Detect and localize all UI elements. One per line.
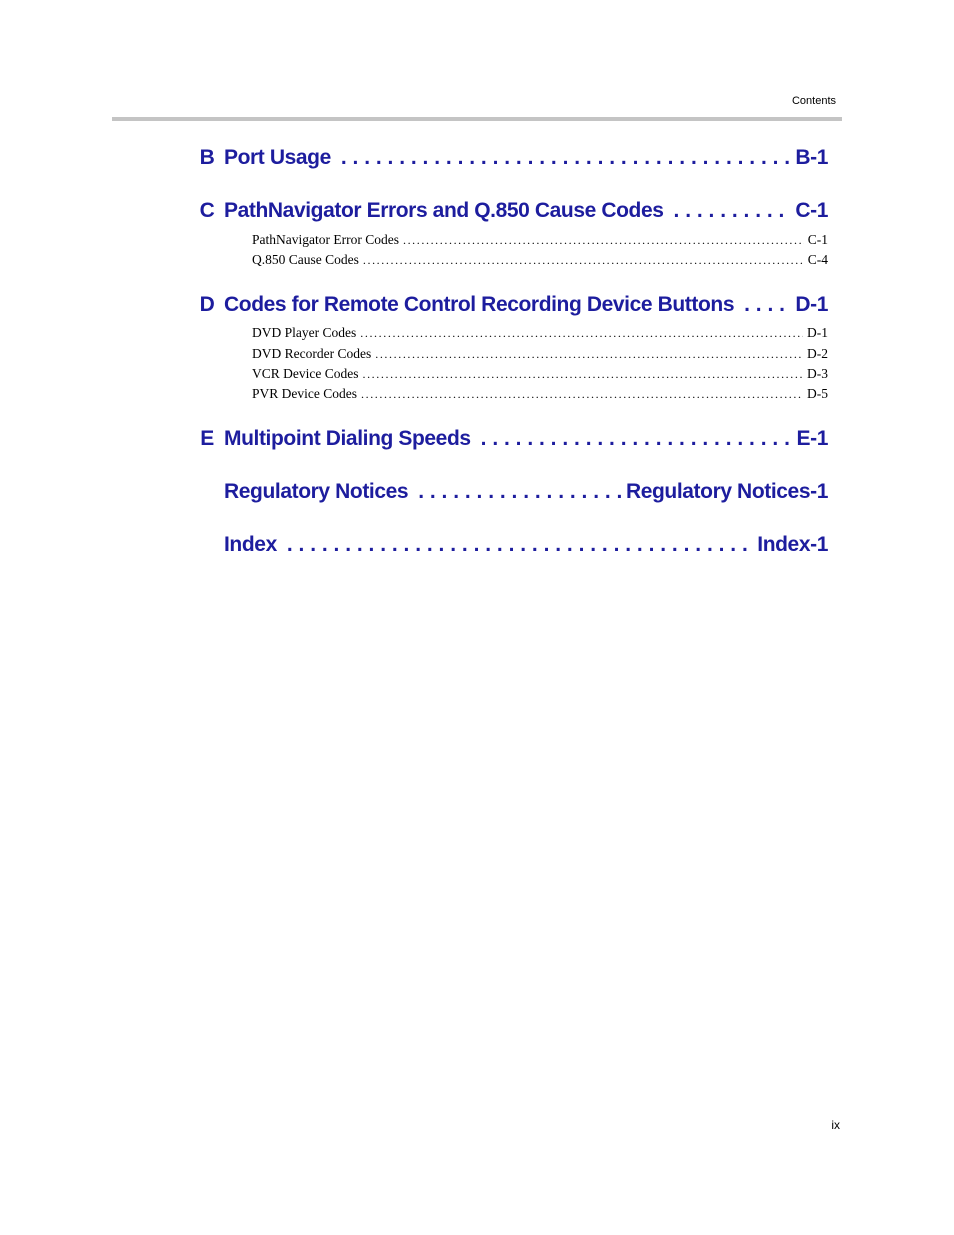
appendix-letter: B (199, 146, 215, 169)
dot-leader (362, 367, 803, 382)
dot-leader (375, 347, 803, 362)
dot-leader (418, 480, 622, 504)
toc-subentry-title: PVR Device Codes (252, 386, 357, 401)
toc-entry-page: D-1 (795, 293, 828, 316)
dot-leader (287, 533, 753, 557)
toc-entry-page: E-1 (796, 427, 828, 450)
toc-subentry-page: C-4 (807, 252, 828, 267)
toc-entry-appendix-c[interactable] (190, 199, 828, 223)
toc-subentry-page: D-3 (807, 366, 828, 381)
header-rule (112, 117, 842, 121)
toc-subentry-page: D-5 (807, 386, 828, 401)
toc-entry-title: Regulatory Notices (224, 480, 409, 503)
toc-entry-page: Index-1 (757, 533, 828, 556)
dot-leader (403, 233, 804, 248)
dot-leader (363, 253, 804, 268)
toc-subentry-title: Q.850 Cause Codes (252, 252, 359, 267)
toc-subentry-page: D-2 (807, 346, 828, 361)
toc-subentry[interactable] (252, 325, 828, 341)
toc-entry-appendix-e[interactable] (190, 427, 828, 451)
toc-subentry[interactable] (252, 366, 828, 382)
dot-leader (481, 427, 793, 451)
toc-entry-page: C-1 (795, 199, 828, 222)
toc-subentry-title: DVD Player Codes (252, 325, 357, 340)
appendix-letter: C (199, 199, 215, 222)
dot-leader (744, 293, 791, 317)
toc-entry-title: PathNavigator Errors and Q.850 Cause Codes (224, 199, 664, 222)
toc-subentry-title: VCR Device Codes (252, 366, 359, 381)
toc-entry-title: Index (224, 533, 277, 556)
toc-entry-appendix-d[interactable] (190, 293, 828, 317)
toc-entry-appendix-b[interactable] (190, 146, 828, 170)
toc-entry-title: Multipoint Dialing Speeds (224, 427, 471, 450)
toc-entry-index[interactable] (190, 533, 828, 557)
toc-subentry-title: PathNavigator Error Codes (252, 232, 399, 247)
running-head: Contents (791, 95, 836, 107)
dot-leader (341, 146, 791, 170)
toc-subentry[interactable] (252, 386, 828, 402)
page-number: ix (831, 1118, 840, 1132)
toc-subentry-page: D-1 (807, 325, 828, 340)
toc-entry-title: Port Usage (224, 146, 331, 169)
toc-entry-page: Regulatory Notices-1 (625, 480, 828, 503)
toc-subentry[interactable] (252, 346, 828, 362)
toc-entry-page: B-1 (795, 146, 828, 169)
dot-leader (360, 326, 803, 341)
dot-leader (674, 199, 792, 223)
toc-subentry[interactable] (252, 252, 828, 268)
appendix-letter: D (199, 293, 215, 316)
toc-subentry-page: C-1 (807, 232, 828, 247)
appendix-letter: E (200, 427, 214, 450)
toc-subentry[interactable] (252, 232, 828, 248)
dot-leader (361, 387, 803, 402)
toc-subentry-title: DVD Recorder Codes (252, 346, 372, 361)
toc-entry-title: Codes for Remote Control Recording Device Buttons (224, 293, 735, 316)
toc-entry-regulatory-notices[interactable] (190, 480, 828, 504)
